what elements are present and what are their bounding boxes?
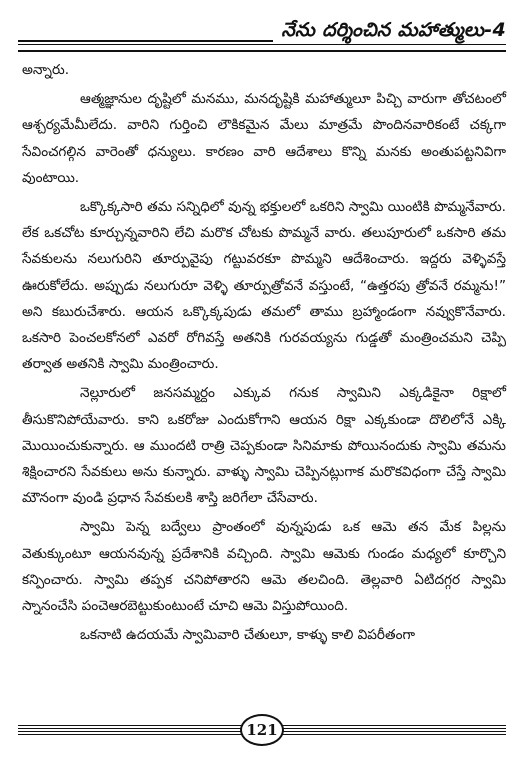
paragraph: ఒక్కొక్కసారి తమ సన్నిధిలో వున్న భక్తులలో ఒకరిని స్వామి యింటికి పొమ్మనేవారు. లేక ఒకచోట కూర్చున్నవారిని లేచి మరొక చోటకు పొమ్మనే వారు. తలుపూరులో ఒకసారి తమ సేవకులను నలుగురిని తూర్పువైపు గట్టువరకూ పొమ్మని ఆదేశించారు. ఇద్దరు వెళ్ళివస్తే ఊరుకోలేదు. అప్పుడు నలుగురూ వెళ్ళి తూర్పుత్రోవనే వస్తుంటే, “ఉత్తరపు త్రోవనే రమ్మను!” అని కబురుచేశారు. ఆయన ఒక్కొక్కపుడు తమలో తాము బ్రహ్మాండంగా నవ్వుకొనేవారు. ఒకసారి పెంచలకోనలో ఎవరో రోగివస్తే అతనికి గురవయ్యను గుడ్డతో మంత్రించమని చెప్పి తర్వాత అతనికి స్వామి మంత్రించారు. [22,199,506,373]
running-header [18,18,506,48]
book-title: నేను దర్శించిన మహాత్ములు-4 [273,18,506,42]
page-number: 121 [240,714,284,746]
paragraph: ఒకనాటి ఉదయమే స్వామివారి చేతులూ, కాళ్ళు కాలి విపరీతంగా [80,627,415,644]
page-footer [18,714,506,746]
page-body [22,57,506,648]
paragraph: స్వామి పెన్న బద్వేలు ప్రాంతంలో వున్నపుడు ఒక ఆమె తన మేక పిల్లను వెతుక్కుంటూ ఆయనవున్న ప్రదేశానికి వచ్చింది. స్వామి ఆమెకు గుండం మధ్యలో కూర్చొని కన్పించారు. స్వామి తప్పక చనిపోతారని ఆమె తలచింది. తెల్లవారి ఏటిదగ్గర స్వామి స్నానంచేసి పంచెఆరబెట్టుకుంటుంటే చూచి ఆమె విస్తుపోయింది. [22,519,506,615]
paragraph: ఆత్మజ్ఞానుల దృష్టిలో మనము, మనదృష్టికి మహాత్ములూ పిచ్చి వారుగా తోచటంలో ఆశ్చర్యమేమీలేదు. వారిని గుర్తించి లౌకికమైన మేలు మాత్రమే పొందినవారికంటే చక్కగా సేవించగల్గిన వారెంతో ధన్యులు. కారణం వారి ఆదేశాలు కొన్ని మనకు అంతుపట్టనివిగా వుంటాయి. [22,91,506,186]
paragraph-continuation: అన్నారు. [22,62,70,78]
paragraph: నెల్లూరులో జనసమ్మర్దం ఎక్కువ గనుక స్వామిని ఎక్కడికైనా రిక్షాలో తీసుకొనిపోయేవారు. కాని ఒకరోజు ఎందుకోగాని ఆయన రిక్షా ఎక్కకుండా దొలిలోనే ఎక్కి మొయించుకున్నారు. ఆ ముందటి రాత్రి చెప్పకుండా సినిమాకు పోయినందుకు స్వామి తమను శిక్షించారని సేవకులు అను కున్నారు. వాళ్ళు స్వామి చెప్పినట్లుగాక మరొకవిధంగా చేస్తే స్వామి మౌనంగా వుండి ప్రధాన సేవకులకి శాస్తి జరిగేలా చేసేవారు. [22,385,506,507]
